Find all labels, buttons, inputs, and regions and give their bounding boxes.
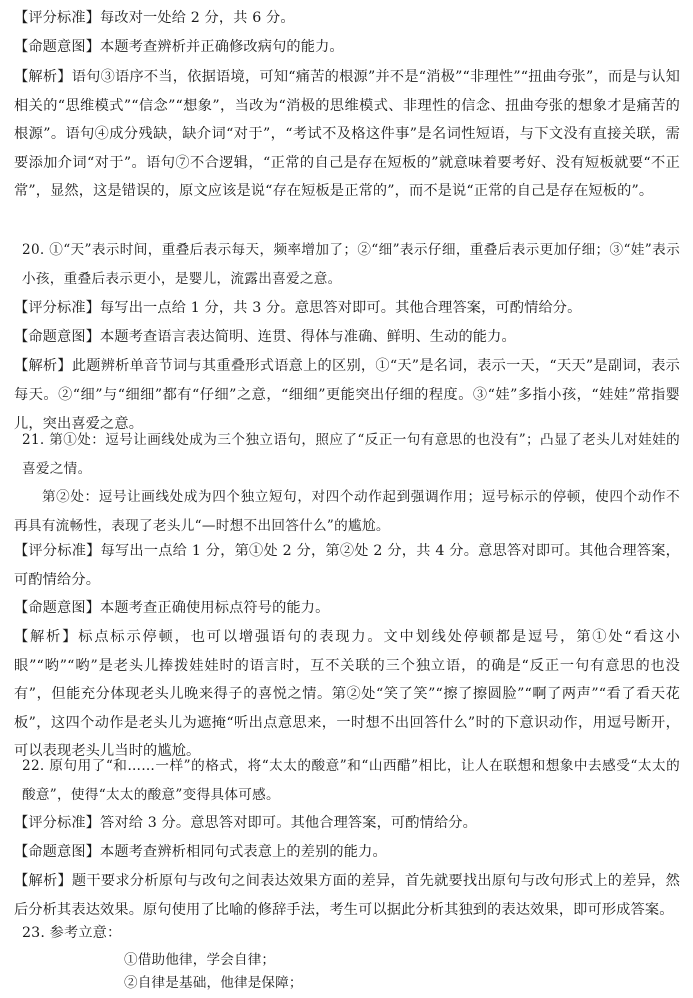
q22-analysis: 【解析】题干要求分析原句与改句之间表达效果方面的差异，首先就要找出原句与改句形式上的差异，然后分析其表达效果。原句使用了比喻的修辞手法，考生可以据此分析其独到的表达效果，即可形成答案。	[14, 873, 680, 918]
q19-score: 【评分标准】每改对一处给 2 分，共 6 分。	[14, 10, 295, 26]
q19-intent: 【命题意图】本题考查辨析并正确修改病句的能力。	[14, 39, 344, 55]
q20-intent: 【命题意图】本题考查语言表达简明、连贯、得体与准确、鲜明、生动的能力。	[14, 329, 516, 345]
q21-intent: 【命题意图】本题考查正确使用标点符号的能力。	[14, 600, 330, 616]
q21-score: 【评分标准】每写出一点给 1 分，第①处 2 分，第②处 2 分，共 4 分。意思答对即可。其他合理答案，可酌情给分。	[14, 543, 680, 588]
q20-answer: 20. ①“天”表示时间，重叠后表示每天，频率增加了；②“细”表示仔细，重叠后表示更加仔细；③“娃”表示小孩，重叠后表示更小，是婴儿，流露出喜爱之意。	[22, 242, 680, 287]
q20-score: 【评分标准】每写出一点给 1 分，共 3 分。意思答对即可。其他合理答案，可酌情给分。	[14, 300, 582, 316]
q19-analysis: 【解析】语句③语序不当，依据语境，可知“痛苦的根源”并不是“消极”“非理性”“扭曲夸张”，而是与认知相关的“思维模式”“信念”“想象”，当改为“消极的思维模式、非理性的信念、扭曲夸张的想象才是痛苦的根源”。语句④成分残缺，缺介词“对于”，“考试不及格这件事”是名词性短语，与下文没有直接关联，需要添加介词“对于”。语句⑦不合逻辑，“正常的自己是存在短板的”就意味着要考好、没有短板就要“不正常”，显然，这是错误的，原文应该是说“存在短板是正常的”，而不是说“正常的自己是存在短板的”。	[14, 69, 680, 199]
q22-score: 【评分标准】答对给 3 分。意思答对即可。其他合理答案，可酌情给分。	[14, 815, 477, 831]
q23-heading: 23. 参考立意：	[22, 925, 122, 941]
q22-intent: 【命题意图】本题考查辨析相同句式表意上的差别的能力。	[14, 844, 387, 860]
q23-item-2: ②自律是基础，他律是保障；	[124, 975, 303, 991]
q22-answer: 22. 原句用了“和……一样”的格式，将“太太的酸意”和“山西醋”相比，让人在联想和想象中去感受“太太的酸意”，使得“太太的酸意”变得具体可感。	[22, 758, 680, 803]
q23-item-1: ①借助他律，学会自律；	[124, 952, 276, 968]
q21-analysis: 【解析】标点标示停顿，也可以增强语句的表现力。文中划线处停顿都是逗号，第①处“看这小眼”“哟”“哟”是老头儿捧拨娃娃时的语言时，互不关联的三个独立语，的确是“反正一句有意思的也没有”，但能充分体现老头儿晚来得子的喜悦之情。第②处“笑了笑”“擦了擦圆脸”“啊了两声”“看了看天花板”，这四个动作是老头儿为遮掩“听出点意思来，一时想不出回答什么”时的下意识动作，用逗号断开，可以表现老头儿当时的尴尬。	[14, 629, 680, 759]
q20-analysis: 【解析】此题辨析单音节词与其重叠形式语意上的区别，①“天”是名词，表示一天，“天天”是副词，表示每天。②“细”与“细细”都有“仔细”之意，“细细”更能突出仔细的程度。③“娃”多指小孩，“娃娃”常指婴儿，突出喜爱之意。	[14, 358, 680, 432]
q21-answer-2: 第②处：逗号让画线处成为四个独立短句，对四个动作起到强调作用；逗号标示的停顿，使四个动作不再具有流畅性，表现了老头儿“—时想不出回答什么”的尴尬。	[14, 489, 680, 534]
q21-answer-1: 21. 第①处：逗号让画线处成为三个独立语句，照应了“反正一句有意思的也没有”；凸显了老头儿对娃娃的喜爱之情。	[22, 432, 680, 477]
